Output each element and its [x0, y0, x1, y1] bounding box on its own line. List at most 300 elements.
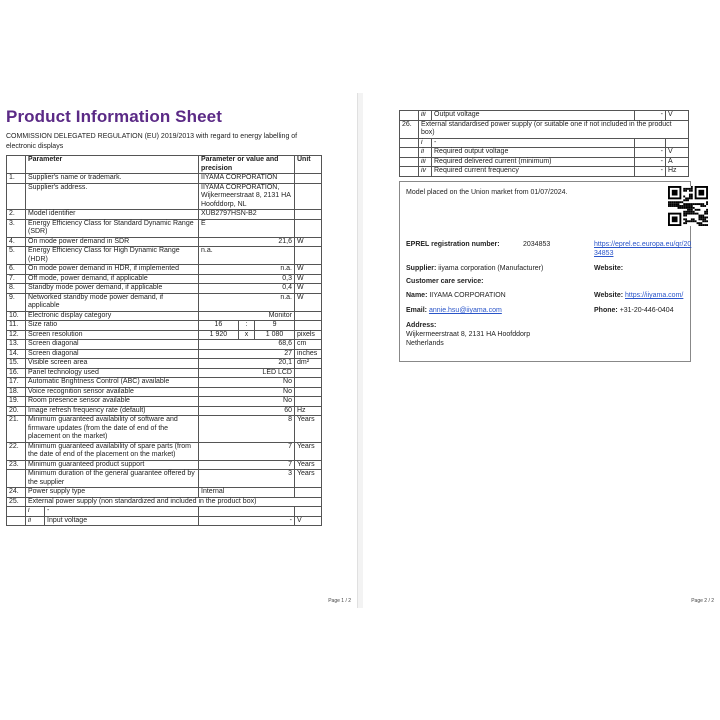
qr-module — [706, 203, 708, 205]
row-value: 60 — [199, 406, 295, 416]
row-parameter: External standardised power supply (or suitable one if not included in the product box) — [419, 120, 689, 138]
table-row — [7, 397, 322, 407]
table-row — [400, 111, 689, 121]
table-row — [7, 416, 322, 443]
eprel-label: EPREL registration number: — [406, 241, 500, 248]
qr-module — [685, 207, 687, 209]
qr-module — [689, 196, 691, 198]
table-row — [7, 321, 322, 331]
qr-module — [691, 218, 693, 220]
row-number — [7, 183, 26, 210]
qr-module — [704, 220, 706, 222]
qr-module — [704, 211, 706, 213]
value-part-b: 9 — [255, 321, 295, 331]
row-value: No — [199, 378, 295, 388]
qr-module — [691, 205, 693, 207]
qr-module — [700, 215, 702, 217]
qr-module — [693, 207, 695, 209]
table-row — [400, 138, 689, 148]
sub-index: ii — [26, 517, 45, 526]
value-part-a: 16 — [199, 321, 239, 331]
row-number: 5. — [7, 247, 26, 265]
row-unit — [295, 219, 322, 237]
row-unit: V — [295, 516, 322, 526]
page-2 — [363, 93, 720, 608]
row-unit — [295, 311, 322, 321]
qr-module — [693, 218, 695, 220]
row-parameter: On mode power demand in SDR — [26, 237, 199, 247]
qr-module — [689, 194, 691, 196]
row-number — [7, 507, 26, 517]
qr-module — [679, 201, 681, 203]
row-number: 18. — [7, 387, 26, 397]
table-header — [7, 156, 322, 174]
row-parameter: Minimum guaranteed product support — [26, 460, 199, 470]
table-row — [7, 274, 322, 284]
qr-module — [706, 220, 708, 222]
row-parameter: Size ratio — [26, 321, 199, 331]
table-row — [7, 359, 322, 369]
name-row — [406, 291, 506, 300]
qr-module — [695, 220, 697, 222]
row-unit: W — [295, 265, 322, 275]
table-row — [7, 293, 322, 311]
row-value: Monitor — [199, 311, 295, 321]
qr-module — [706, 224, 708, 226]
row-unit: A — [666, 157, 689, 167]
document-title: Product Information Sheet — [6, 107, 222, 126]
eprel-link-line-2[interactable]: 34853 — [594, 250, 614, 257]
row-unit — [295, 247, 322, 265]
phone-value: +31-20-446-0404 — [619, 307, 674, 314]
row-parameter: Energy Efficiency Class for Standard Dynamic Range (SDR) — [26, 219, 199, 237]
qr-module — [698, 203, 700, 205]
row-parameter: Visible screen area — [26, 359, 199, 369]
qr-module — [681, 207, 683, 209]
table-row — [400, 157, 689, 167]
qr-module — [685, 188, 687, 190]
qr-module — [683, 218, 685, 220]
qr-module — [691, 209, 693, 211]
qr-module — [683, 215, 685, 217]
row-parameter: Standby mode power demand, if applicable — [26, 284, 199, 294]
sub-row — [26, 516, 199, 526]
row-parameter: Model identifier — [26, 210, 199, 220]
qr-module — [691, 197, 693, 199]
sub-parameter: Input voltage — [47, 516, 88, 524]
page-number: Page 1 / 2 — [328, 598, 351, 604]
qr-module — [698, 218, 700, 220]
qr-module — [693, 203, 695, 205]
row-number: 19. — [7, 397, 26, 407]
row-parameter: Supplier's name or trademark. — [26, 174, 199, 184]
row-number: 2. — [7, 210, 26, 220]
row-value: 0,4 — [199, 284, 295, 294]
qr-module — [685, 213, 687, 215]
row-value: 21,6 — [199, 237, 295, 247]
row-value: 7 — [199, 460, 295, 470]
row-number — [400, 157, 419, 167]
website2-label: Website: — [594, 292, 624, 299]
row-number — [7, 516, 26, 526]
qr-module — [685, 199, 687, 201]
qr-module — [706, 216, 708, 218]
qr-module — [704, 216, 706, 218]
qr-module — [683, 205, 685, 207]
table-row — [7, 497, 322, 507]
row-unit — [295, 210, 322, 220]
row-number: 20. — [7, 406, 26, 416]
qr-module — [681, 205, 683, 207]
supplier-info-box — [399, 181, 691, 362]
row-value: 7 — [199, 442, 295, 460]
qr-module — [704, 224, 706, 226]
qr-module — [687, 197, 689, 199]
row-value: No — [199, 397, 295, 407]
qr-module — [697, 209, 699, 211]
qr-module — [704, 218, 706, 220]
qr-module — [683, 190, 685, 192]
header-unit: Unit — [295, 156, 322, 174]
row-parameter: Minimum guaranteed availability of software and firmware updates (from the date of end of the placement on the market) — [26, 416, 199, 443]
qr-module — [689, 220, 691, 222]
qr-module — [674, 201, 676, 203]
table-row — [400, 120, 689, 138]
sub-parameter: Required current frequency — [432, 167, 635, 177]
row-unit: Years — [295, 416, 322, 443]
qr-module — [698, 190, 704, 196]
qr-module — [691, 211, 693, 213]
qr-module — [685, 197, 687, 199]
qr-module — [691, 207, 693, 209]
row-value: No — [199, 387, 295, 397]
row-parameter: Room presence sensor available — [26, 397, 199, 407]
qr-module — [678, 203, 680, 205]
qr-module — [700, 224, 702, 226]
row-unit: Hz — [295, 406, 322, 416]
qr-module — [698, 209, 700, 211]
row-value: n.a. — [199, 247, 295, 265]
row-parameter: Automatic Brightness Control (ABC) available — [26, 378, 199, 388]
row-parameter: Electronic display category — [26, 311, 199, 321]
qr-module — [687, 209, 689, 211]
table-row — [7, 442, 322, 460]
email-link[interactable]: annie.hsu@iiyama.com — [428, 307, 502, 314]
qr-module — [676, 201, 678, 203]
row-value: 27 — [199, 349, 295, 359]
row-number: 1. — [7, 174, 26, 184]
row-parameter: Voice recognition sensor available — [26, 387, 199, 397]
table-row — [7, 507, 322, 517]
row-parameter: Screen diagonal — [26, 349, 199, 359]
row-number: 11. — [7, 321, 26, 331]
row-number: 25. — [7, 497, 26, 507]
table-row — [7, 368, 322, 378]
row-number: 26. — [400, 120, 419, 138]
qr-module — [687, 203, 689, 205]
row-number — [7, 470, 26, 488]
eprel-link-line-1[interactable]: https://eprel.ec.europa.eu/qr/20 — [594, 241, 692, 248]
value-separator: x — [238, 330, 254, 340]
qr-module — [676, 205, 678, 207]
row-number: 21. — [7, 416, 26, 443]
qr-module — [697, 203, 699, 205]
qr-module — [683, 203, 685, 205]
row-value: n.a. — [199, 265, 295, 275]
qr-module — [683, 199, 685, 201]
qr-module — [695, 209, 697, 211]
qr-module — [678, 207, 680, 209]
row-number: 14. — [7, 349, 26, 359]
table-row — [7, 460, 322, 470]
qr-module — [672, 190, 678, 196]
row-unit — [666, 138, 689, 148]
qr-module — [702, 203, 704, 205]
table-row — [7, 387, 322, 397]
row-number: 16. — [7, 368, 26, 378]
row-unit: Hz — [666, 167, 689, 177]
row-value — [199, 507, 295, 517]
qr-module — [700, 222, 702, 224]
row-unit: W — [295, 293, 322, 311]
row-parameter: Screen diagonal — [26, 340, 199, 350]
row-parameter: Screen resolution — [26, 330, 199, 340]
qr-module — [683, 196, 685, 198]
qr-module — [689, 207, 691, 209]
table-row — [7, 311, 322, 321]
address-line-1: Wijkermeerstraat 8, 2131 HA Hoofddorp — [406, 331, 531, 338]
website-label: Website: — [594, 265, 624, 272]
qr-module — [672, 216, 678, 222]
table-row — [7, 516, 322, 526]
table-row — [7, 183, 322, 210]
market-placement-text: Model placed on the Union market from 01/07/2024. — [406, 189, 568, 196]
qr-module — [700, 218, 702, 220]
row-number: 15. — [7, 359, 26, 369]
qr-module — [691, 196, 693, 198]
qr-module — [704, 213, 706, 215]
qr-module — [685, 220, 687, 222]
qr-module — [693, 213, 695, 215]
row-value: 8 — [199, 416, 295, 443]
qr-module — [704, 205, 706, 207]
qr-module — [706, 209, 708, 211]
row-number: 10. — [7, 311, 26, 321]
qr-module — [691, 213, 693, 215]
qr-module — [679, 205, 681, 207]
table-row — [7, 219, 322, 237]
table-row — [7, 340, 322, 350]
row-value: 3 — [199, 470, 295, 488]
qr-module — [685, 218, 687, 220]
row-number — [400, 111, 419, 121]
supplier-row — [406, 264, 543, 273]
page-number: Page 2 / 2 — [691, 598, 714, 604]
qr-module — [698, 215, 700, 217]
qr-module — [691, 220, 693, 222]
eprel-link[interactable] — [594, 240, 691, 258]
qr-module — [691, 186, 693, 188]
qr-module — [676, 203, 678, 205]
table-row — [7, 330, 322, 340]
row-value: 0,3 — [199, 274, 295, 284]
header-value: Parameter or value and precision — [199, 156, 295, 174]
row-unit — [295, 368, 322, 378]
row-parameter: Image refresh frequency rate (default) — [26, 406, 199, 416]
sub-parameter: Required output voltage — [432, 148, 635, 158]
qr-module — [689, 205, 691, 207]
sub-parameter: Required delivered current (minimum) — [432, 157, 635, 167]
sub-parameter: Output voltage — [432, 111, 635, 121]
row-parameter: Off mode, power demand, if applicable — [26, 274, 199, 284]
website2-link[interactable]: https://iiyama.com/ — [625, 292, 684, 299]
row-unit: W — [295, 274, 322, 284]
row-value: - — [635, 167, 666, 177]
table-row — [7, 406, 322, 416]
qr-module — [685, 211, 687, 213]
qr-module — [687, 211, 689, 213]
sub-parameter: - — [47, 507, 50, 514]
row-unit — [295, 174, 322, 184]
qr-module — [700, 205, 702, 207]
row-parameter: Networked standby mode power demand, if applicable — [26, 293, 199, 311]
row-value: LED LCD — [199, 368, 295, 378]
row-value: IIYAMA CORPORATION — [199, 174, 295, 184]
qr-code-icon[interactable] — [668, 186, 708, 226]
row-number: 3. — [7, 219, 26, 237]
qr-module — [689, 188, 691, 190]
qr-module — [702, 224, 704, 226]
row-number: 22. — [7, 442, 26, 460]
table-row — [400, 148, 689, 158]
qr-module — [687, 220, 689, 222]
table-row — [7, 237, 322, 247]
qr-module — [689, 197, 691, 199]
row-number: 6. — [7, 265, 26, 275]
row-unit: cm — [295, 340, 322, 350]
qr-module — [679, 207, 681, 209]
table-row — [7, 174, 322, 184]
row-parameter: Energy Efficiency Class for High Dynamic Range (HDR) — [26, 247, 199, 265]
qr-module — [683, 207, 685, 209]
row-number: 8. — [7, 284, 26, 294]
row-unit — [295, 321, 322, 331]
row-number: 13. — [7, 340, 26, 350]
sub-index: iv — [419, 167, 432, 177]
sub-index: i — [419, 138, 432, 148]
qr-module — [687, 199, 689, 201]
row-value: E — [199, 219, 295, 237]
row-value: - — [635, 157, 666, 167]
row-unit: V — [666, 148, 689, 158]
power-supply-table — [399, 110, 689, 177]
qr-module — [687, 207, 689, 209]
qr-module — [689, 190, 691, 192]
row-unit: Years — [295, 470, 322, 488]
row-parameter: Power supply type — [26, 488, 199, 498]
phone-label: Phone: — [594, 307, 618, 314]
supplier-value: iiyama corporation (Manufacturer) — [438, 265, 544, 272]
table-row — [7, 265, 322, 275]
qr-module — [700, 216, 702, 218]
qr-module — [702, 205, 704, 207]
qr-module — [672, 205, 674, 207]
qr-module — [672, 201, 674, 203]
address-line-2: Netherlands — [406, 340, 444, 347]
row-unit: V — [666, 111, 689, 121]
address-block — [406, 321, 530, 348]
row-number — [400, 138, 419, 148]
row-unit — [295, 387, 322, 397]
row-value: - — [635, 111, 666, 121]
sub-index: ii — [419, 148, 432, 158]
qr-module — [681, 201, 683, 203]
row-number: 23. — [7, 460, 26, 470]
row-value: IIYAMA CORPORATION, Wijkermeerstraat 8, 2131 HA Hoofddorp, NL — [199, 183, 295, 210]
qr-module — [693, 220, 695, 222]
header-parameter: Parameter — [26, 156, 199, 174]
qr-module — [702, 220, 704, 222]
qr-module — [697, 222, 699, 224]
row-unit: W — [295, 284, 322, 294]
customer-care-label: Customer care service: — [406, 278, 484, 285]
row-parameter: On mode power demand in HDR, if implemented — [26, 265, 199, 275]
qr-module — [689, 203, 691, 205]
row-unit: dm² — [295, 359, 322, 369]
row-unit — [295, 378, 322, 388]
qr-module — [670, 201, 672, 203]
row-value: 20,1 — [199, 359, 295, 369]
row-value: 68,6 — [199, 340, 295, 350]
qr-module — [678, 205, 680, 207]
row-unit — [295, 397, 322, 407]
table-row — [7, 488, 322, 498]
row-number — [400, 167, 419, 177]
row-unit — [295, 183, 322, 210]
name-value: IIYAMA CORPORATION — [429, 292, 506, 299]
website2-row — [594, 291, 683, 300]
sub-parameter: - — [432, 138, 635, 148]
qr-module — [685, 215, 687, 217]
eprel-value: 2034853 — [523, 241, 551, 248]
qr-module — [706, 213, 708, 215]
qr-module — [691, 190, 693, 192]
qr-module — [687, 213, 689, 215]
qr-module — [674, 203, 676, 205]
regulation-text: COMMISSION DELEGATED REGULATION (EU) 2019/2013 with regard to energy labelling of electronic displays — [6, 133, 298, 150]
table-row — [7, 470, 322, 488]
row-number: 9. — [7, 293, 26, 311]
qr-module — [698, 224, 700, 226]
row-unit — [295, 507, 322, 517]
row-unit: inches — [295, 349, 322, 359]
qr-module — [683, 222, 685, 224]
sub-row — [26, 507, 199, 517]
qr-module — [678, 201, 680, 203]
qr-module — [691, 194, 693, 196]
row-number — [400, 148, 419, 158]
qr-module — [683, 213, 685, 215]
header-number — [7, 156, 26, 174]
row-value — [635, 138, 666, 148]
value-part-b: 1 080 — [255, 330, 295, 340]
qr-module — [695, 213, 697, 215]
qr-module — [698, 216, 700, 218]
row-number: 17. — [7, 378, 26, 388]
row-value: XUB2797HSN-B2 — [199, 210, 295, 220]
table-row — [7, 210, 322, 220]
table-row — [400, 167, 689, 177]
